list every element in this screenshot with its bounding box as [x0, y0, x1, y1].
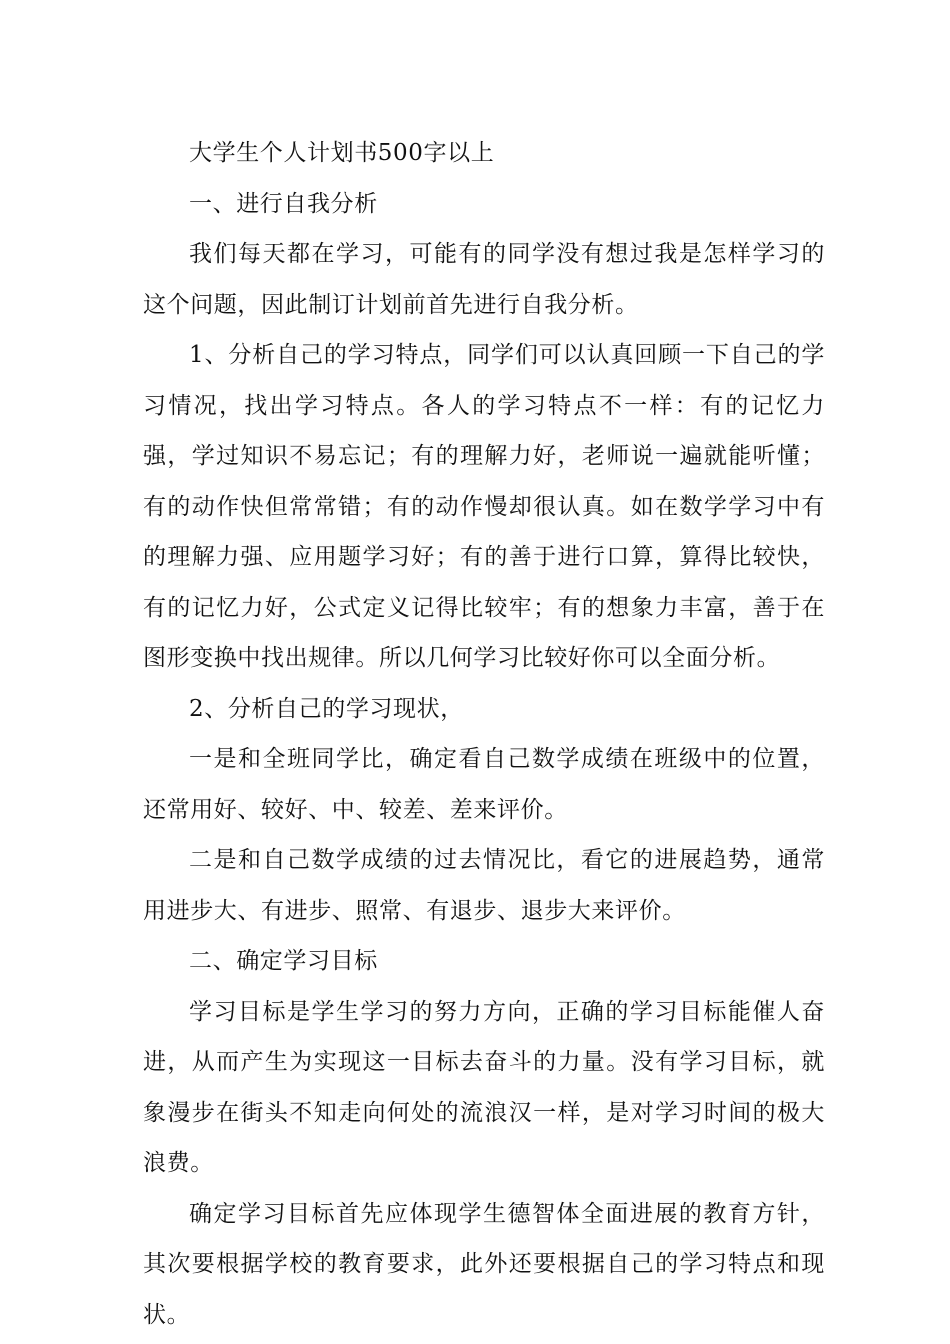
paragraph-class-comparison: 一是和全班同学比，确定看自己数学成绩在班级中的位置，还常用好、较好、中、较差、差来评价。: [143, 746, 825, 823]
section-heading-self-analysis: 一、进行自我分析: [189, 190, 378, 217]
paragraph-goal-importance: 学习目标是学生学习的努力方向，正确的学习目标能催人奋进，从而产生为实现这一目标去奋斗的力量。没有学习目标，就象漫步在街头不知走向何处的流浪汉一样，是对学习时间的极大浪费。: [143, 998, 825, 1176]
document-title: 大学生个人计划书500字以上: [189, 140, 495, 166]
paragraph-intro: 我们每天都在学习，可能有的同学没有想过我是怎样学习的这个问题，因此制订计划前首先进行自我分析。: [143, 241, 825, 318]
document-body: [143, 128, 825, 1340]
section-heading-learning-goals: 二、确定学习目标: [189, 948, 378, 974]
paragraph-learning-traits: 1、分析自己的学习特点，同学们可以认真回顾一下自己的学习情况，找出学习特点。各人的学习特点不一样：有的记忆力强，学过知识不易忘记；有的理解力好，老师说一遍就能听懂；有的动作快但常常错；有的动作慢却很认真。如在数学学习中有的理解力强、应用题学习好；有的善于进行口算，算得比较快，有的记忆力好，公式定义记得比较牢；有的想象力丰富，善于在图形变换中找出规律。所以几何学习比较好你可以全面分析。: [143, 342, 825, 671]
paragraph-self-comparison: 二是和自己数学成绩的过去情况比，看它的进展趋势，通常用进步大、有进步、照常、有退步、退步大来评价。: [143, 847, 825, 924]
subheading-learning-status: 2、分析自己的学习现状，: [189, 695, 464, 722]
paragraph-goal-setting: 确定学习目标首先应体现学生德智体全面进展的教育方针，其次要根据学校的教育要求，此外还要根据自己的学习特点和现状。: [143, 1200, 825, 1328]
